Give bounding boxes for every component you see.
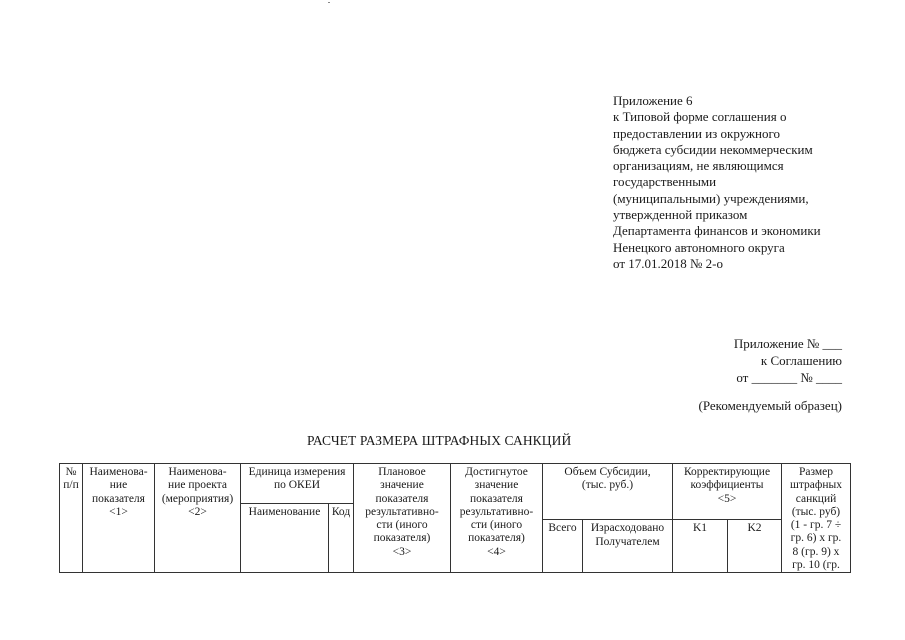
col-header-subsidy-total: Всего bbox=[543, 520, 583, 573]
col-header-sanction-size: Размер штрафных санкций (тыс. руб) (1 - гр. 7 ÷ гр. 6) x гр. 8 (гр. 9) x гр. 10 (гр. bbox=[782, 464, 851, 573]
col-header-unit-name: Наименование bbox=[241, 504, 329, 573]
col-header-k2: K2 bbox=[728, 520, 782, 573]
appendix-line: (муниципальными) учреждениями, bbox=[613, 190, 809, 206]
col-header-achieved-value: Достигнутое значение показателя результативно- сти (иного показателя) <4> bbox=[451, 464, 543, 573]
agreement-appendix-number: Приложение № ___ bbox=[733, 336, 842, 351]
appendix-line: от 17.01.2018 № 2-о bbox=[613, 255, 723, 271]
col-header-planned-value: Плановое значение показателя результативно- сти (иного показателя) <3> bbox=[354, 464, 451, 573]
appendix-line: организациям, не являющимся bbox=[613, 158, 784, 174]
appendix-line: Департамента финансов и экономики bbox=[613, 223, 821, 239]
col-header-indicator-name: Наименова- ние показателя <1> bbox=[83, 464, 155, 573]
agreement-label: к Соглашению bbox=[760, 353, 842, 368]
sanctions-table bbox=[59, 463, 851, 573]
table-header-row bbox=[60, 464, 851, 504]
appendix-line: бюджета субсидии некоммерческим bbox=[613, 141, 813, 157]
scan-artifact bbox=[328, 2, 330, 3]
appendix-line: утвержденной приказом bbox=[613, 207, 748, 223]
appendix-reference bbox=[613, 93, 883, 272]
agreement-reference bbox=[602, 335, 842, 386]
col-header-k1: K1 bbox=[673, 520, 728, 573]
col-header-number: № п/п bbox=[60, 464, 83, 573]
recommended-sample-note: (Рекомендуемый образец) bbox=[698, 398, 842, 413]
appendix-line: предоставлении из окружного bbox=[613, 125, 780, 141]
col-header-project-name: Наименова- ние проекта (мероприятия) <2> bbox=[155, 464, 241, 573]
agreement-date-number: от _______ № ____ bbox=[736, 370, 842, 385]
appendix-line: Ненецкого автономного округа bbox=[613, 239, 785, 255]
col-header-unit-code: Код bbox=[329, 504, 354, 573]
col-header-coefficients: Корректирующие коэффициенты <5> bbox=[673, 464, 782, 520]
col-header-subsidy-spent: Израсходовано Получателем bbox=[583, 520, 673, 573]
appendix-line: к Типовой форме соглашения о bbox=[613, 109, 787, 125]
col-header-subsidy-volume: Объем Субсидии, (тыс. руб.) bbox=[543, 464, 673, 520]
document-title: РАСЧЕТ РАЗМЕРА ШТРАФНЫХ САНКЦИЙ bbox=[307, 433, 572, 448]
appendix-line: Приложение 6 bbox=[613, 93, 693, 108]
appendix-line: государственными bbox=[613, 174, 717, 190]
col-header-unit: Единица измерения по ОКЕИ bbox=[241, 464, 354, 504]
